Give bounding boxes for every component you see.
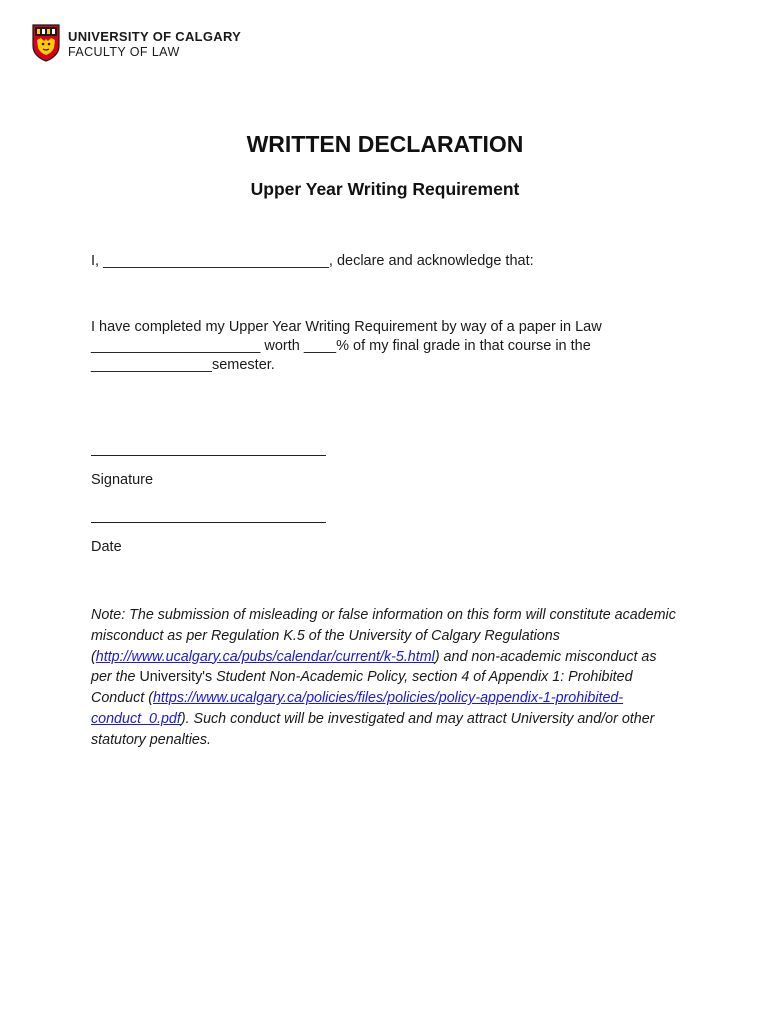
completion-statement (91, 318, 691, 375)
faculty-name: FACULTY OF LAW (68, 45, 180, 60)
university-crest-icon (32, 24, 60, 62)
note-text-2: ) and non-academic misconduct as per the (91, 648, 657, 686)
completion-line-3: _______________semester. (91, 357, 275, 373)
regulation-k5-link[interactable]: http://www.ucalgary.ca/pubs/calendar/current/k-5.html (95, 648, 435, 665)
date-line (91, 522, 326, 523)
completion-line-1: I have completed my Upper Year Writing Requirement by way of a paper in Law (91, 319, 602, 335)
declaration-statement: I, ____________________________, declare and acknowledge that: (91, 253, 534, 269)
note-text-3: Student Non-Academic Policy, section 4 of Appendix 1: Prohibited Conduct ( (91, 669, 633, 707)
university-logo (32, 24, 241, 62)
document-title: WRITTEN DECLARATION (246, 131, 524, 157)
note-text-1: Note: The submission of misleading or false information on this form will constitute academic misconduct as per Regulation K.5 of the University of Calgary Regulations ( (91, 607, 676, 665)
signature-label: Signature (91, 472, 154, 488)
document-subtitle: Upper Year Writing Requirement (250, 179, 520, 199)
signature-line (91, 455, 326, 456)
prohibited-conduct-policy-link[interactable]: https://www.ucalgary.ca/policies/files/policies/policy-appendix-1-prohibited-conduct_0.pdf (91, 690, 624, 727)
note-text-4: ). Such conduct will be investigated and may attract University and/or other statutory penalties. (91, 710, 655, 748)
date-label: Date (91, 539, 122, 555)
logo-wordmark (68, 27, 241, 59)
misconduct-note (91, 605, 681, 751)
note-university-word: University's (139, 669, 213, 686)
completion-line-2: _____________________ worth ____% of my final grade in that course in the (91, 338, 591, 354)
university-name: UNIVERSITY OF CALGARY (68, 29, 242, 45)
